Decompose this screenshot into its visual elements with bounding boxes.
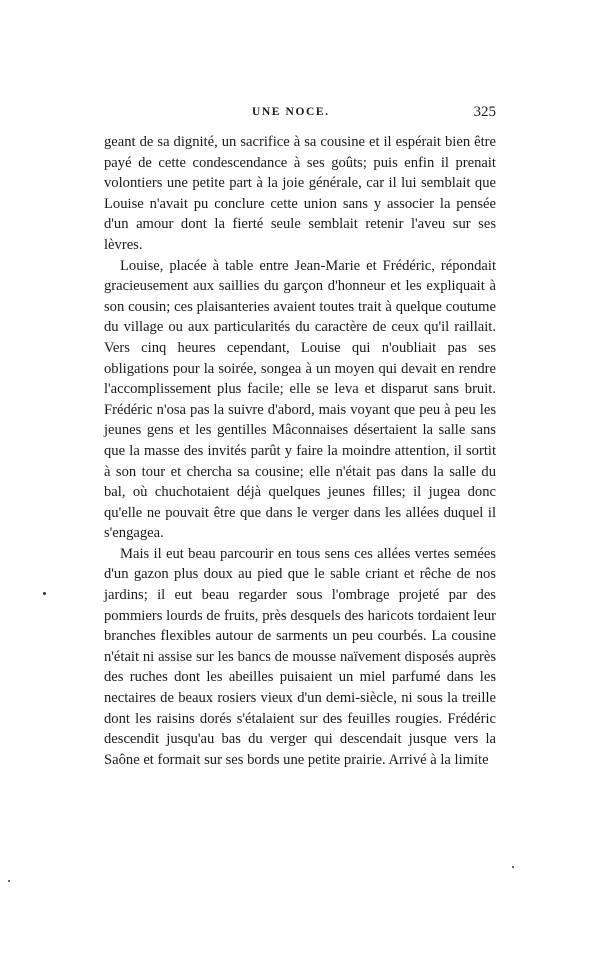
ink-speck bbox=[512, 866, 514, 868]
paragraph: Mais il eut beau parcourir en tous sens ces allées vertes semées d'un gazon plus doux au pied que le sable criant et rêche de nos jardins; il eut beau regarder sous l'ombrage projeté par des pommiers lourds de fruits, près desquels des haricots tordaient leur branches flexibles autour de sarments un peu courbés. La cousine n'était ni assise sur les bancs de mousse naïvement disposés auprès des ruches dont les abeilles puisaient un miel parfumé dans les nectaires de beaux rosiers vieux d'un demi-siècle, ni sous la treille dont les raisins dorés s'étalaient sur des feuilles rougies. Frédéric descendit jusqu'au bas du verger qui descendait jusque vers la Saône et formait sur ses bords une petite prairie. Arrivé à la limite bbox=[104, 545, 496, 768]
ink-speck bbox=[8, 880, 10, 882]
running-title: UNE NOCE. bbox=[252, 106, 330, 118]
body-text bbox=[104, 132, 496, 770]
ink-speck bbox=[43, 592, 46, 595]
paragraph: geant de sa dignité, un sacrifice à sa cousine et il espérait bien être payé de cette condescendance à ses goûts; puis enfin il prenait volontiers une petite part à la joie générale, car il lui semblait que Louise n'avait pu conclure cette union sans y associer la pensée d'un amour dont la fierté seule semblait retenir l'aveu sur ses lèvres. bbox=[104, 134, 496, 253]
paragraph: Louise, placée à table entre Jean-Marie et Frédéric, répondait gracieusement aux saillies du garçon d'honneur et les expliquait à son cousin; ces plaisanteries avaient toutes trait à quelque coutume du village ou aux particularités du caractère de ceux qu'il raillait. Vers cinq heures cependant, Louise qui n'oubliait pas ses obligations pour la soirée, songea à un moyen qui devait en rendre l'accomplissement plus facile; elle se leva et disparut sans bruit. Frédéric n'osa pas la suivre d'abord, mais voyant que peu à peu les jeunes gens et les gentilles Mâconnaises désertaient la salle sans que la masse des invités parût y faire la moindre attention, il sortit à son tour et chercha sa cousine; elle n'était pas dans la salle du bal, où chuchotaient déjà quelques jeunes filles; il jugea donc qu'elle ne pouvait être que dans le verger dans les allées duquel il s'engagea. bbox=[104, 257, 496, 542]
running-head bbox=[104, 104, 496, 124]
page-number: 325 bbox=[473, 104, 496, 120]
